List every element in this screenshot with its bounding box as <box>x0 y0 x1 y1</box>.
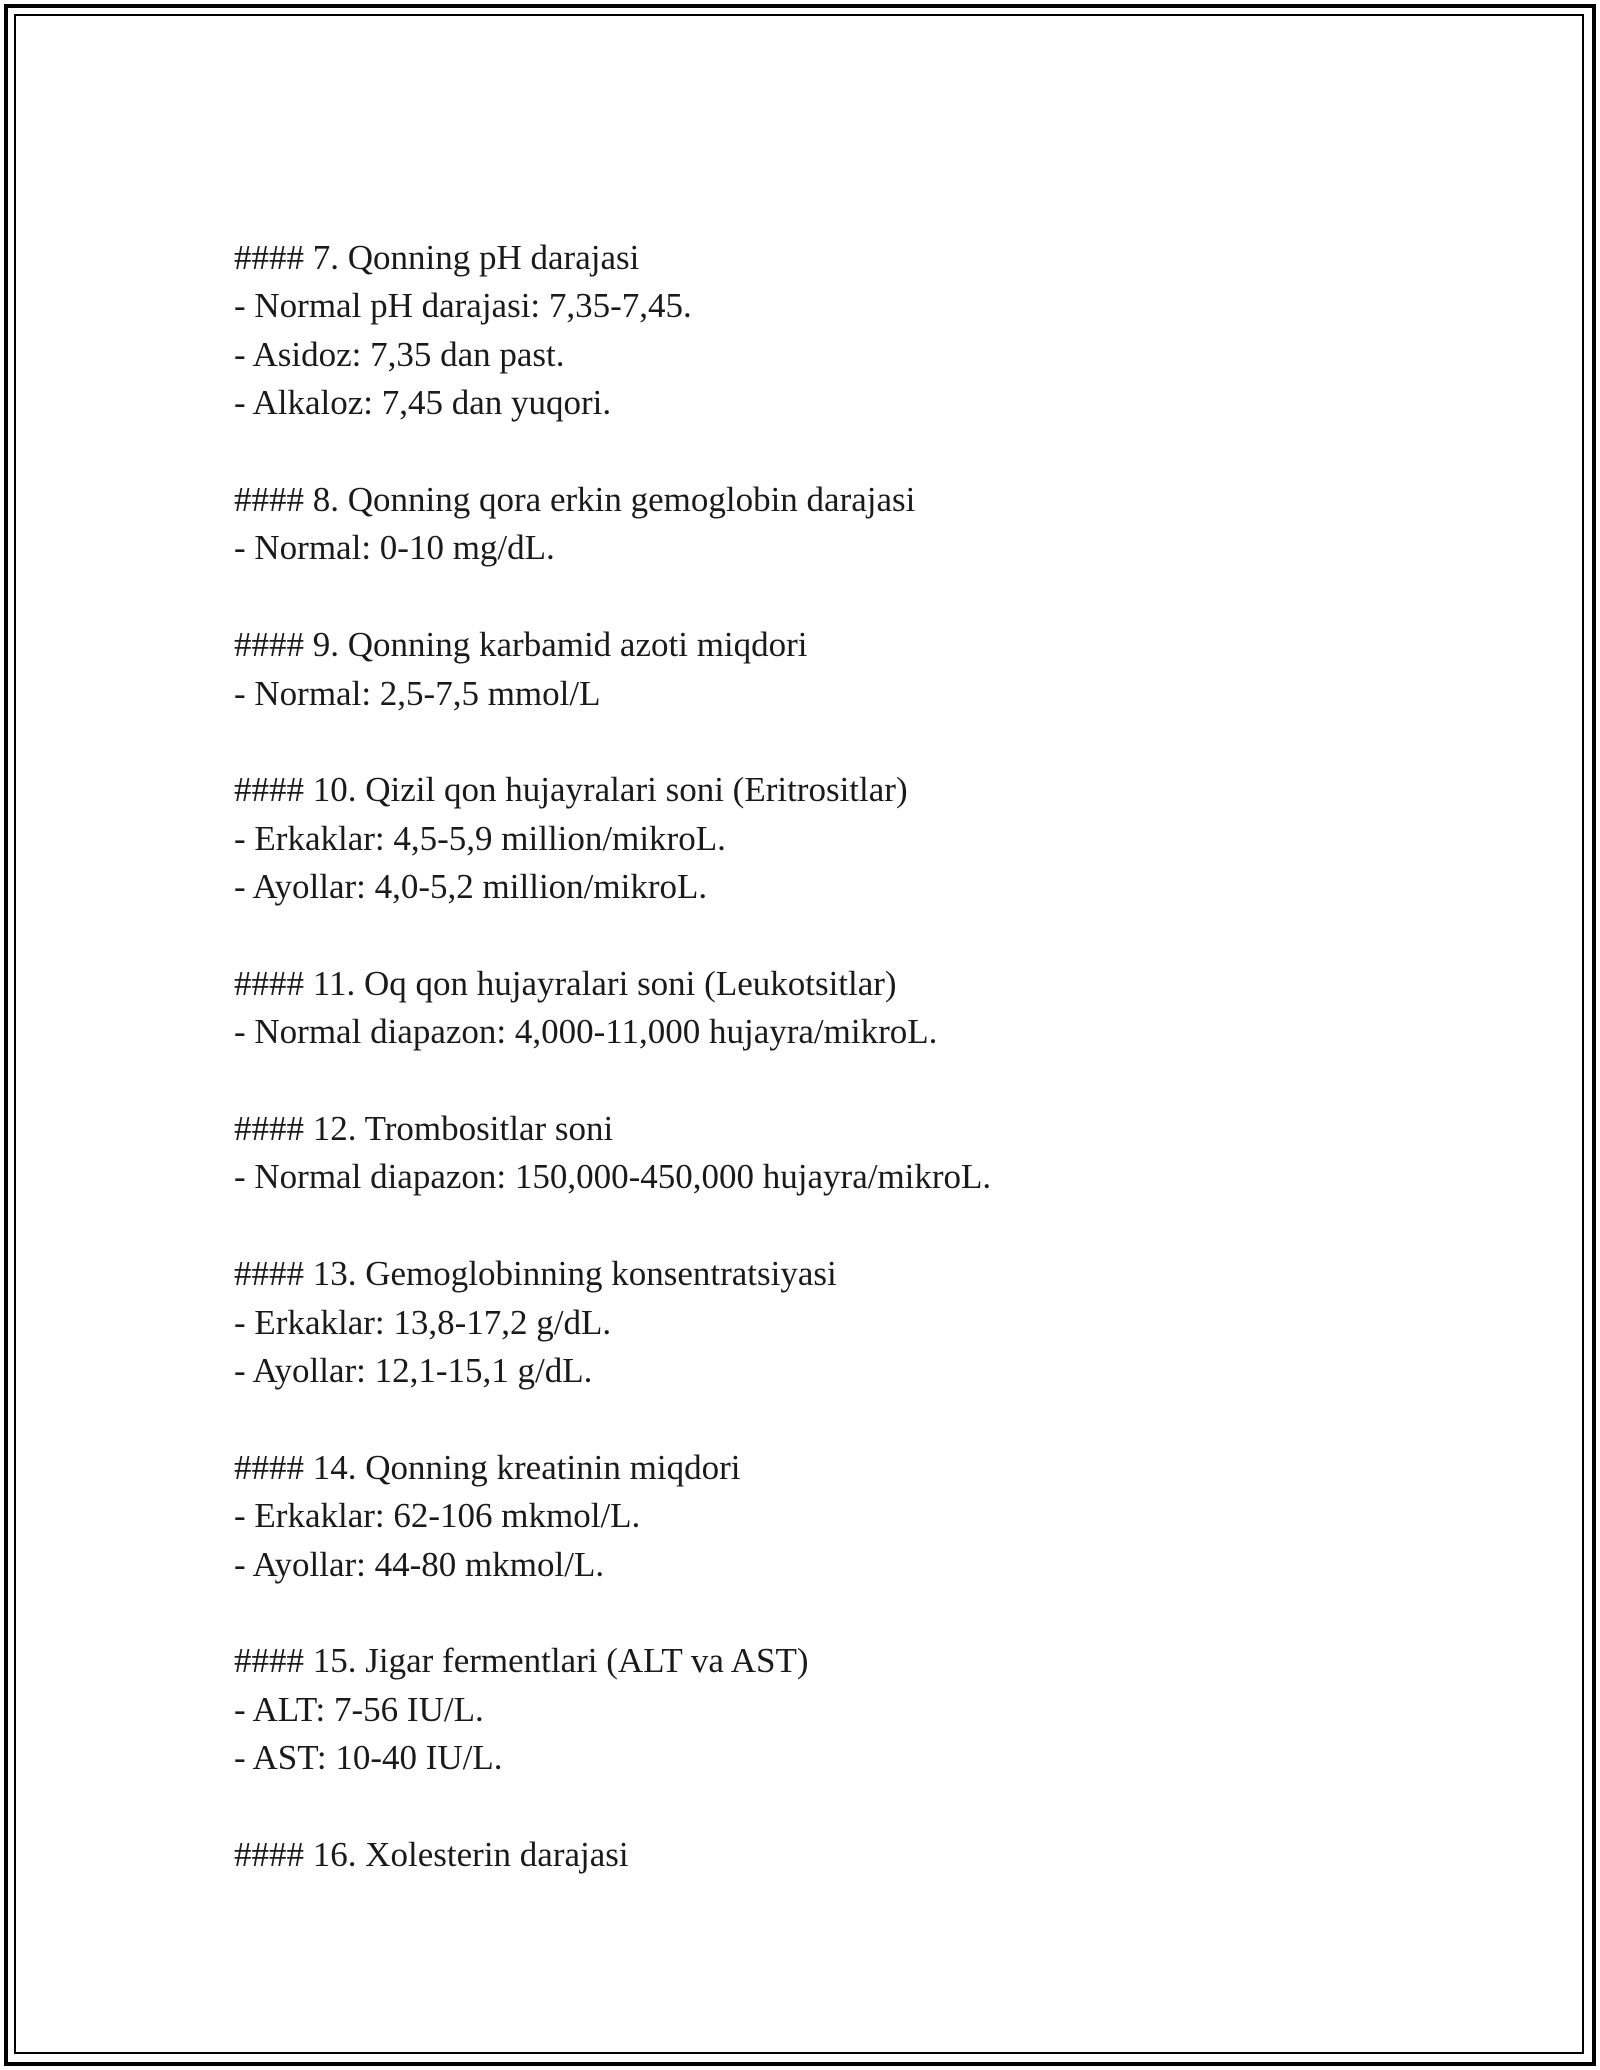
list-item: - Normal diapazon: 4,000-11,000 hujayra/mikroL. <box>234 1012 938 1052</box>
list-item: - Alkaloz: 7,45 dan yuqori. <box>234 383 612 423</box>
section-hemoglobin-concentration <box>234 1250 1434 1395</box>
section-cholesterol <box>234 1831 1434 1879</box>
list-item: - Normal diapazon: 150,000-450,000 hujayra/mikroL. <box>234 1157 992 1197</box>
section-ph-level <box>234 234 1434 428</box>
section-platelets <box>234 1105 1434 1202</box>
section-liver-enzymes <box>234 1637 1434 1782</box>
list-item: - Erkaklar: 13,8-17,2 g/dL. <box>234 1302 612 1342</box>
list-item: - Normal pH darajasi: 7,35-7,45. <box>234 286 692 326</box>
list-item: - Asidoz: 7,35 dan past. <box>234 334 565 374</box>
section-heading: #### 11. Oq qon hujayralari soni (Leukotsitlar) <box>234 963 897 1003</box>
list-item: - ALT: 7-56 IU/L. <box>234 1689 484 1729</box>
section-heading: #### 8. Qonning qora erkin gemoglobin darajasi <box>234 479 916 519</box>
section-urea-nitrogen <box>234 621 1434 718</box>
list-item: - Ayollar: 4,0-5,2 million/mikroL. <box>234 867 708 907</box>
list-item: - Ayollar: 44-80 mkmol/L. <box>234 1544 605 1584</box>
section-heading: #### 7. Qonning pH darajasi <box>234 238 640 277</box>
section-red-blood-cells <box>234 766 1434 911</box>
section-free-hemoglobin <box>234 476 1434 573</box>
section-heading: #### 13. Gemoglobinning konsentratsiyasi <box>234 1254 837 1294</box>
list-item: - AST: 10-40 IU/L. <box>234 1738 503 1778</box>
list-item: - Normal: 0-10 mg/dL. <box>234 528 555 568</box>
list-item: - Ayollar: 12,1-15,1 g/dL. <box>234 1350 593 1390</box>
section-creatinine <box>234 1444 1434 1589</box>
section-white-blood-cells <box>234 960 1434 1057</box>
section-heading: #### 9. Qonning karbamid azoti miqdori <box>234 625 808 665</box>
list-item: - Normal: 2,5-7,5 mmol/L <box>234 673 601 713</box>
section-heading: #### 16. Xolesterin darajasi <box>234 1834 629 1874</box>
list-item: - Erkaklar: 4,5-5,9 million/mikroL. <box>234 818 726 858</box>
section-heading: #### 12. Trombositlar soni <box>234 1109 614 1149</box>
section-heading: #### 15. Jigar fermentlari (ALT va AST) <box>234 1641 809 1681</box>
section-heading: #### 10. Qizil qon hujayralari soni (Eritrositlar) <box>234 770 908 810</box>
section-heading: #### 14. Qonning kreatinin miqdori <box>234 1447 741 1487</box>
document-body <box>234 234 1434 1879</box>
list-item: - Erkaklar: 62-106 mkmol/L. <box>234 1496 641 1536</box>
